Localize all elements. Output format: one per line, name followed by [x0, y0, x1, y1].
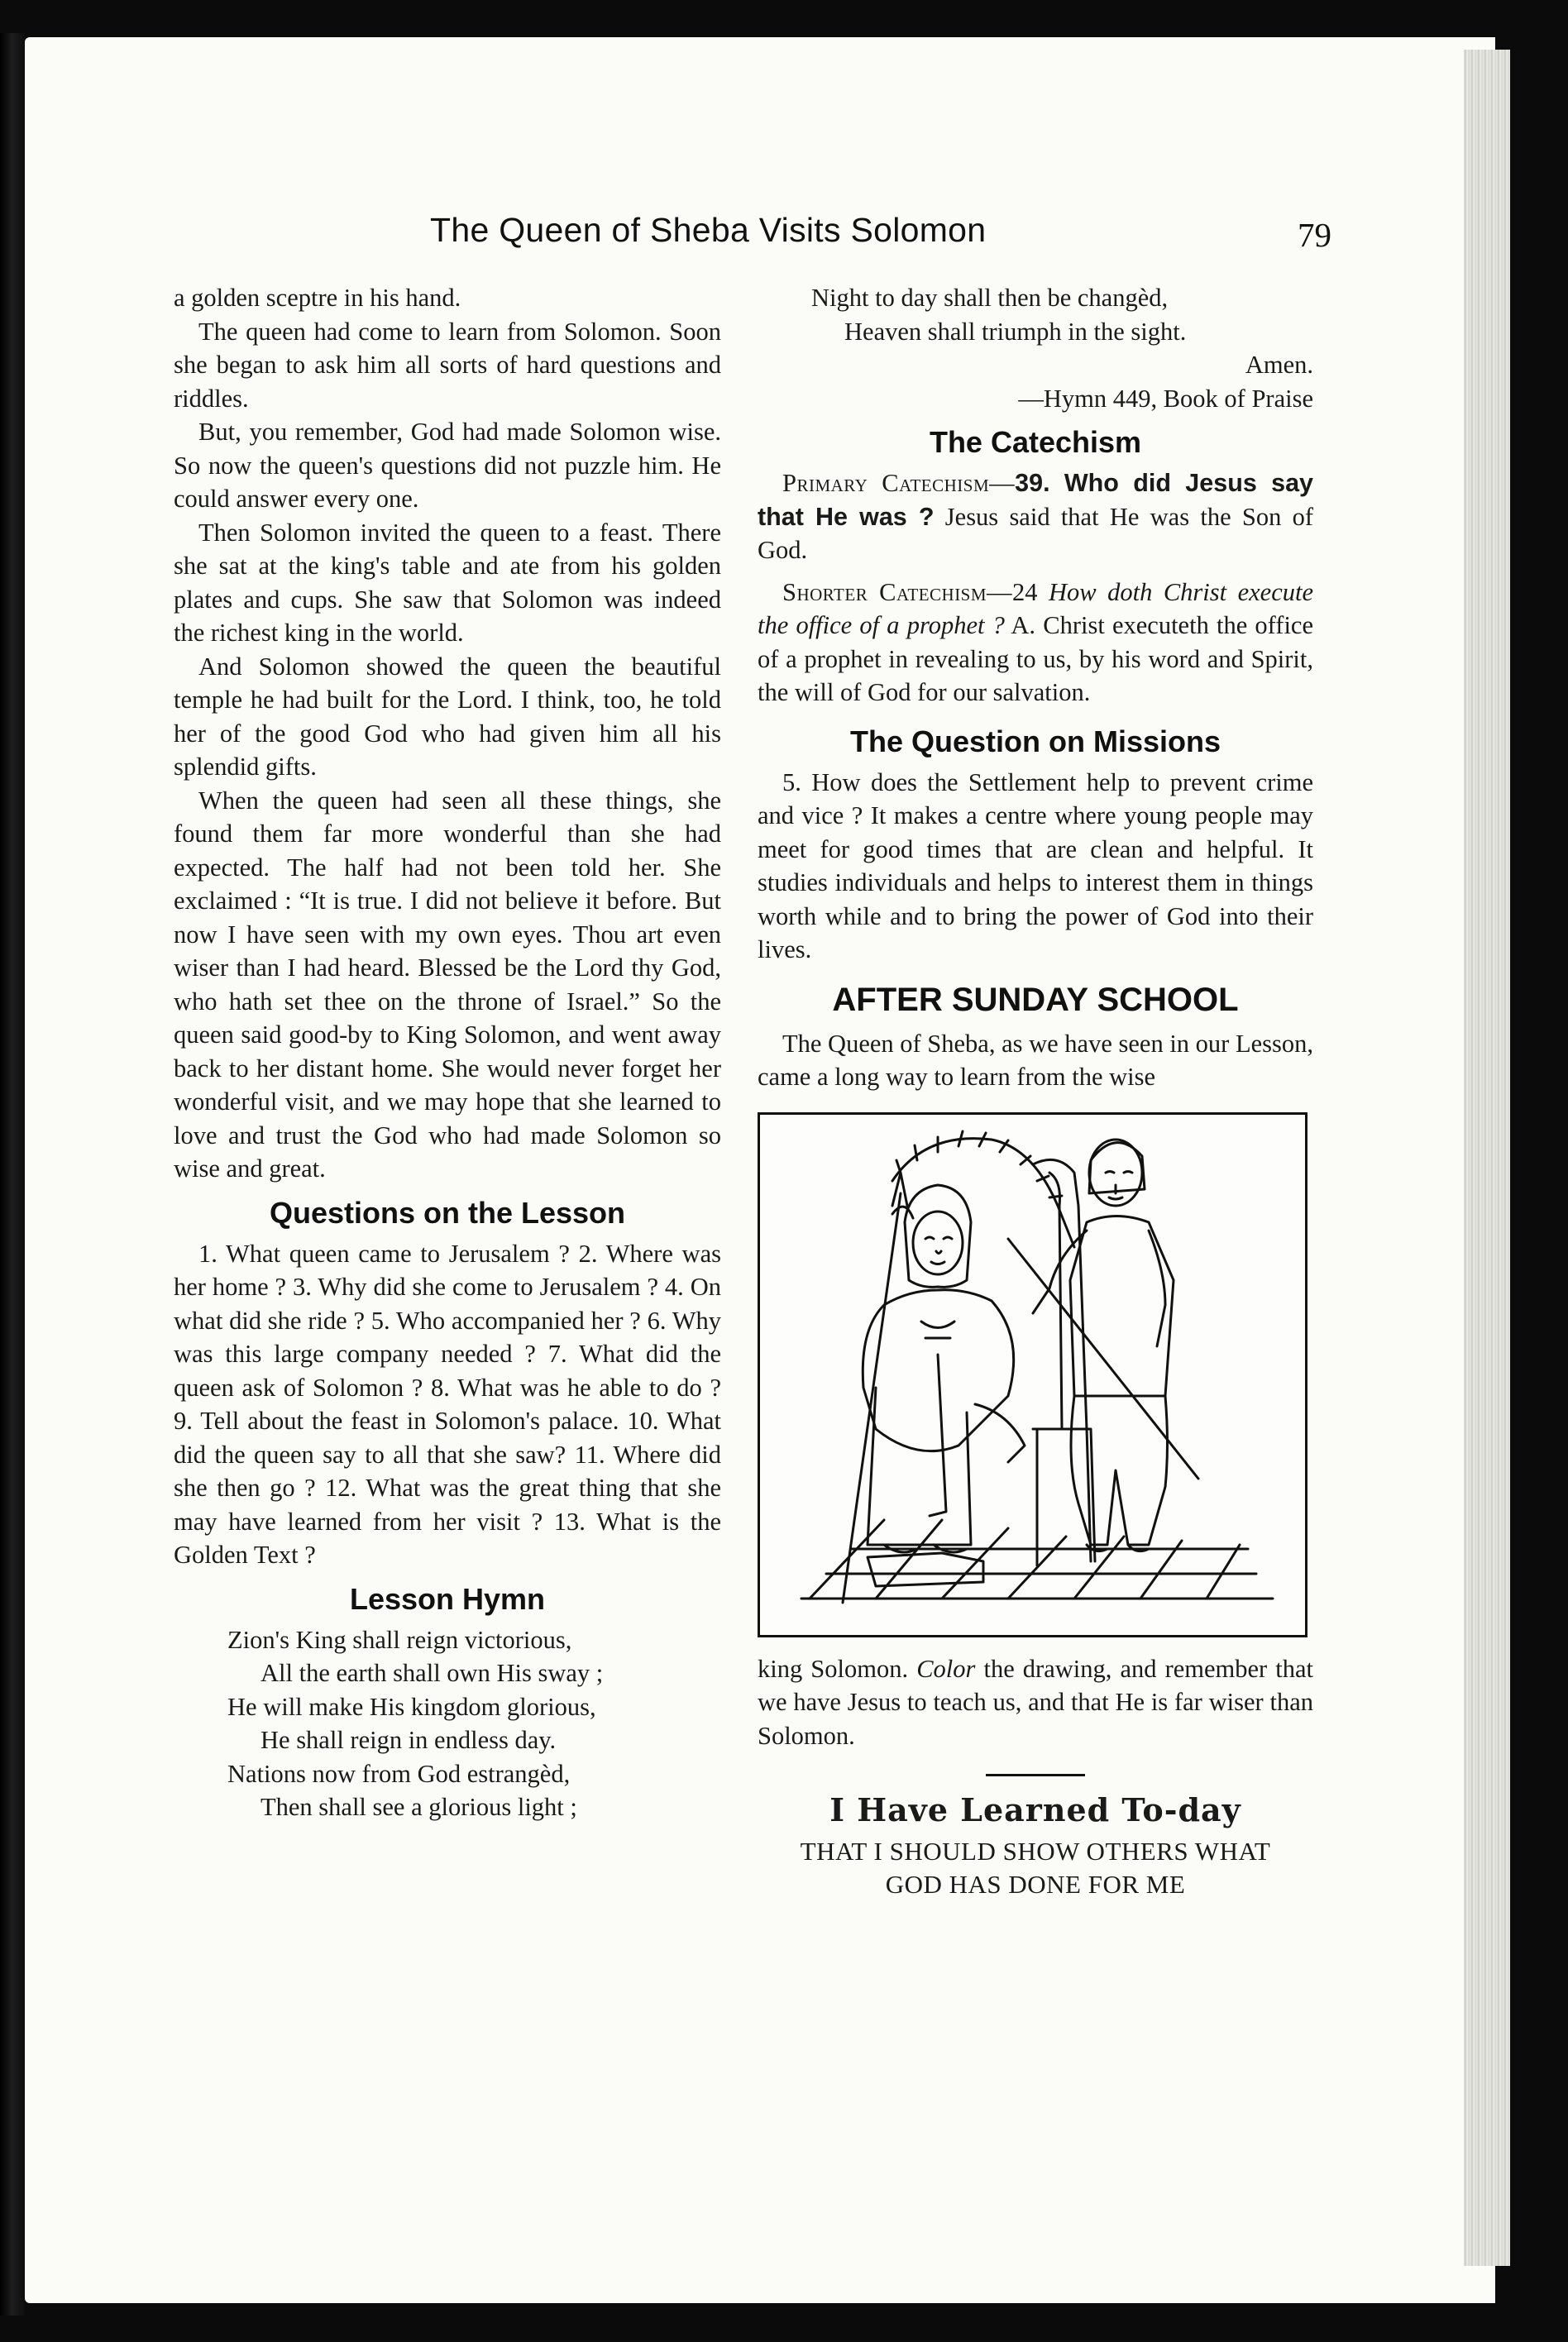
shorter-catechism-question: How doth Christ execute the office of a prophet ? — [758, 577, 1313, 639]
after-text-emphasis: Color — [916, 1654, 976, 1683]
missions-text: 5. How does the Settlement help to prevent crime and vice ? It makes a centre where young people may meet for good times that are clean and helpful. It studies individuals and helps to interest them in things worth while and to bring the power of God into their lives. — [758, 767, 1313, 963]
learned-today-line: THAT I SHOULD SHOW OTHERS WHAT — [800, 1837, 1271, 1866]
hymn-line: He shall reign in endless day. — [261, 1726, 557, 1754]
hymn-source: —Hymn 449, Book of Praise — [1018, 384, 1313, 413]
hymn-verse-continued — [758, 281, 1313, 348]
hymn-line: Then shall see a glorious light ; — [261, 1793, 577, 1821]
primary-catechism — [758, 466, 1313, 567]
hymn-line: Night to day shall then be changèd, — [811, 284, 1169, 312]
after-text-part: the drawing, and remember that we have Jesus to teach us, and that He is far wiser than Solomon. — [758, 1654, 1314, 1750]
page-edges — [1464, 50, 1510, 2266]
primary-catechism-answer: Jesus said that He was the Son of God. — [758, 502, 1313, 564]
questions-heading: Questions on the Lesson — [269, 1195, 626, 1230]
questions-text: 1. What queen came to Jerusalem ? 2. Where was her home ? 3. Why did she come to Jerusalem ? 4. On what did she ride ? 5. Who accompanied her ? 6. Why was this large company needed ? 7. What did the queen ask of Solomon ? 8. What was he able to do ? 9. Tell about the feast in Solomon's palace. 10. What did the queen say to all that she saw? 11. Where did she then go ? 12. What was the great thing that she may have learned from her visit ? 13. What is the Golden Text ? — [174, 1239, 721, 1569]
learned-today-line: GOD HAS DONE FOR ME — [885, 1870, 1186, 1899]
paragraph: When the queen had seen all these things, she found them far more wonderful than she had expected. The half had not been told her. She exclaimed : “It is true. I did not believe it before. But now I have seen with my own eyes. Thou art even wiser than I had heard. Blessed be the Lord thy God, who hath set thee on the throne of Israel.” So the queen said good-by to King Solomon, and went away back to her distant home. She would never forget her wonderful visit, and we may hope that she learned to love and trust the God who had made Solomon so wise and great. — [174, 786, 721, 1183]
attendant-figure — [1033, 1140, 1174, 1551]
paragraph: And Solomon showed the queen the beautiful temple he had built for the Lord. I think, too, he told her of the good God who had given him all his splendid gifts. — [174, 652, 721, 781]
page-number: 79 — [1298, 216, 1331, 254]
divider-rule — [986, 1774, 1085, 1776]
paragraph: Then Solomon invited the queen to a feast. There she sat at the king's table and ate from his golden plates and cups. She saw that Solomon was indeed the richest king in the world. — [174, 518, 721, 647]
hymn-verse — [174, 1623, 721, 1824]
hymn-heading: Lesson Hymn — [349, 1581, 546, 1616]
hymn-line: All the earth shall own His sway ; — [261, 1659, 604, 1687]
hymn-line: Nations now from God estrangèd, — [227, 1759, 571, 1788]
shorter-catechism-answer: A. Christ executeth the office of a prophet in revealing to us, by his word and Spirit, the will of God for our salvation. — [758, 611, 1313, 706]
after-text-continued — [758, 1652, 1313, 1753]
missions-heading: The Question on Missions — [849, 724, 1221, 758]
book-spine — [0, 33, 25, 2316]
primary-catechism-label: Primary Catechism— — [782, 469, 1016, 497]
throne — [868, 1159, 1095, 1586]
paragraph: But, you remember, God had made Solomon wise. So now the queen's questions did not puzzle him. He could answer every one. — [174, 418, 721, 513]
learned-today-heading: I Have Learned To-day — [829, 1791, 1241, 1828]
catechism-heading: The Catechism — [929, 425, 1142, 459]
shorter-catechism — [758, 576, 1313, 710]
running-head: The Queen of Sheba Visits Solomon — [430, 211, 987, 249]
hymn-line: He will make His kingdom glorious, — [227, 1692, 596, 1721]
illustration-queen-of-sheba — [758, 1112, 1307, 1637]
primary-catechism-question: 39. Who did Jesus say that He was ? — [758, 469, 1314, 531]
after-sunday-school-heading: AFTER SUNDAY SCHOOL — [832, 981, 1239, 1018]
shorter-catechism-label: Shorter Catechism— — [782, 577, 1013, 606]
paragraph: a golden sceptre in his hand. — [174, 284, 461, 312]
after-text-part: king Solomon. — [758, 1654, 909, 1683]
hymn-line: Zion's King shall reign victorious, — [227, 1625, 572, 1654]
paragraph: The queen had come to learn from Solomon. Soon she began to ask him all sorts of hard questions and riddles. — [174, 317, 721, 413]
after-text: The Queen of Sheba, as we have seen in our Lesson, came a long way to learn from the wise — [758, 1029, 1313, 1091]
shorter-catechism-number: 24 — [1012, 577, 1038, 606]
hymn-line: Heaven shall triumph in the sight. — [844, 317, 1187, 346]
feather-fan — [892, 1131, 1198, 1479]
hymn-amen: Amen. — [1245, 351, 1313, 379]
right-column — [758, 281, 1313, 1901]
left-column — [174, 281, 721, 1824]
